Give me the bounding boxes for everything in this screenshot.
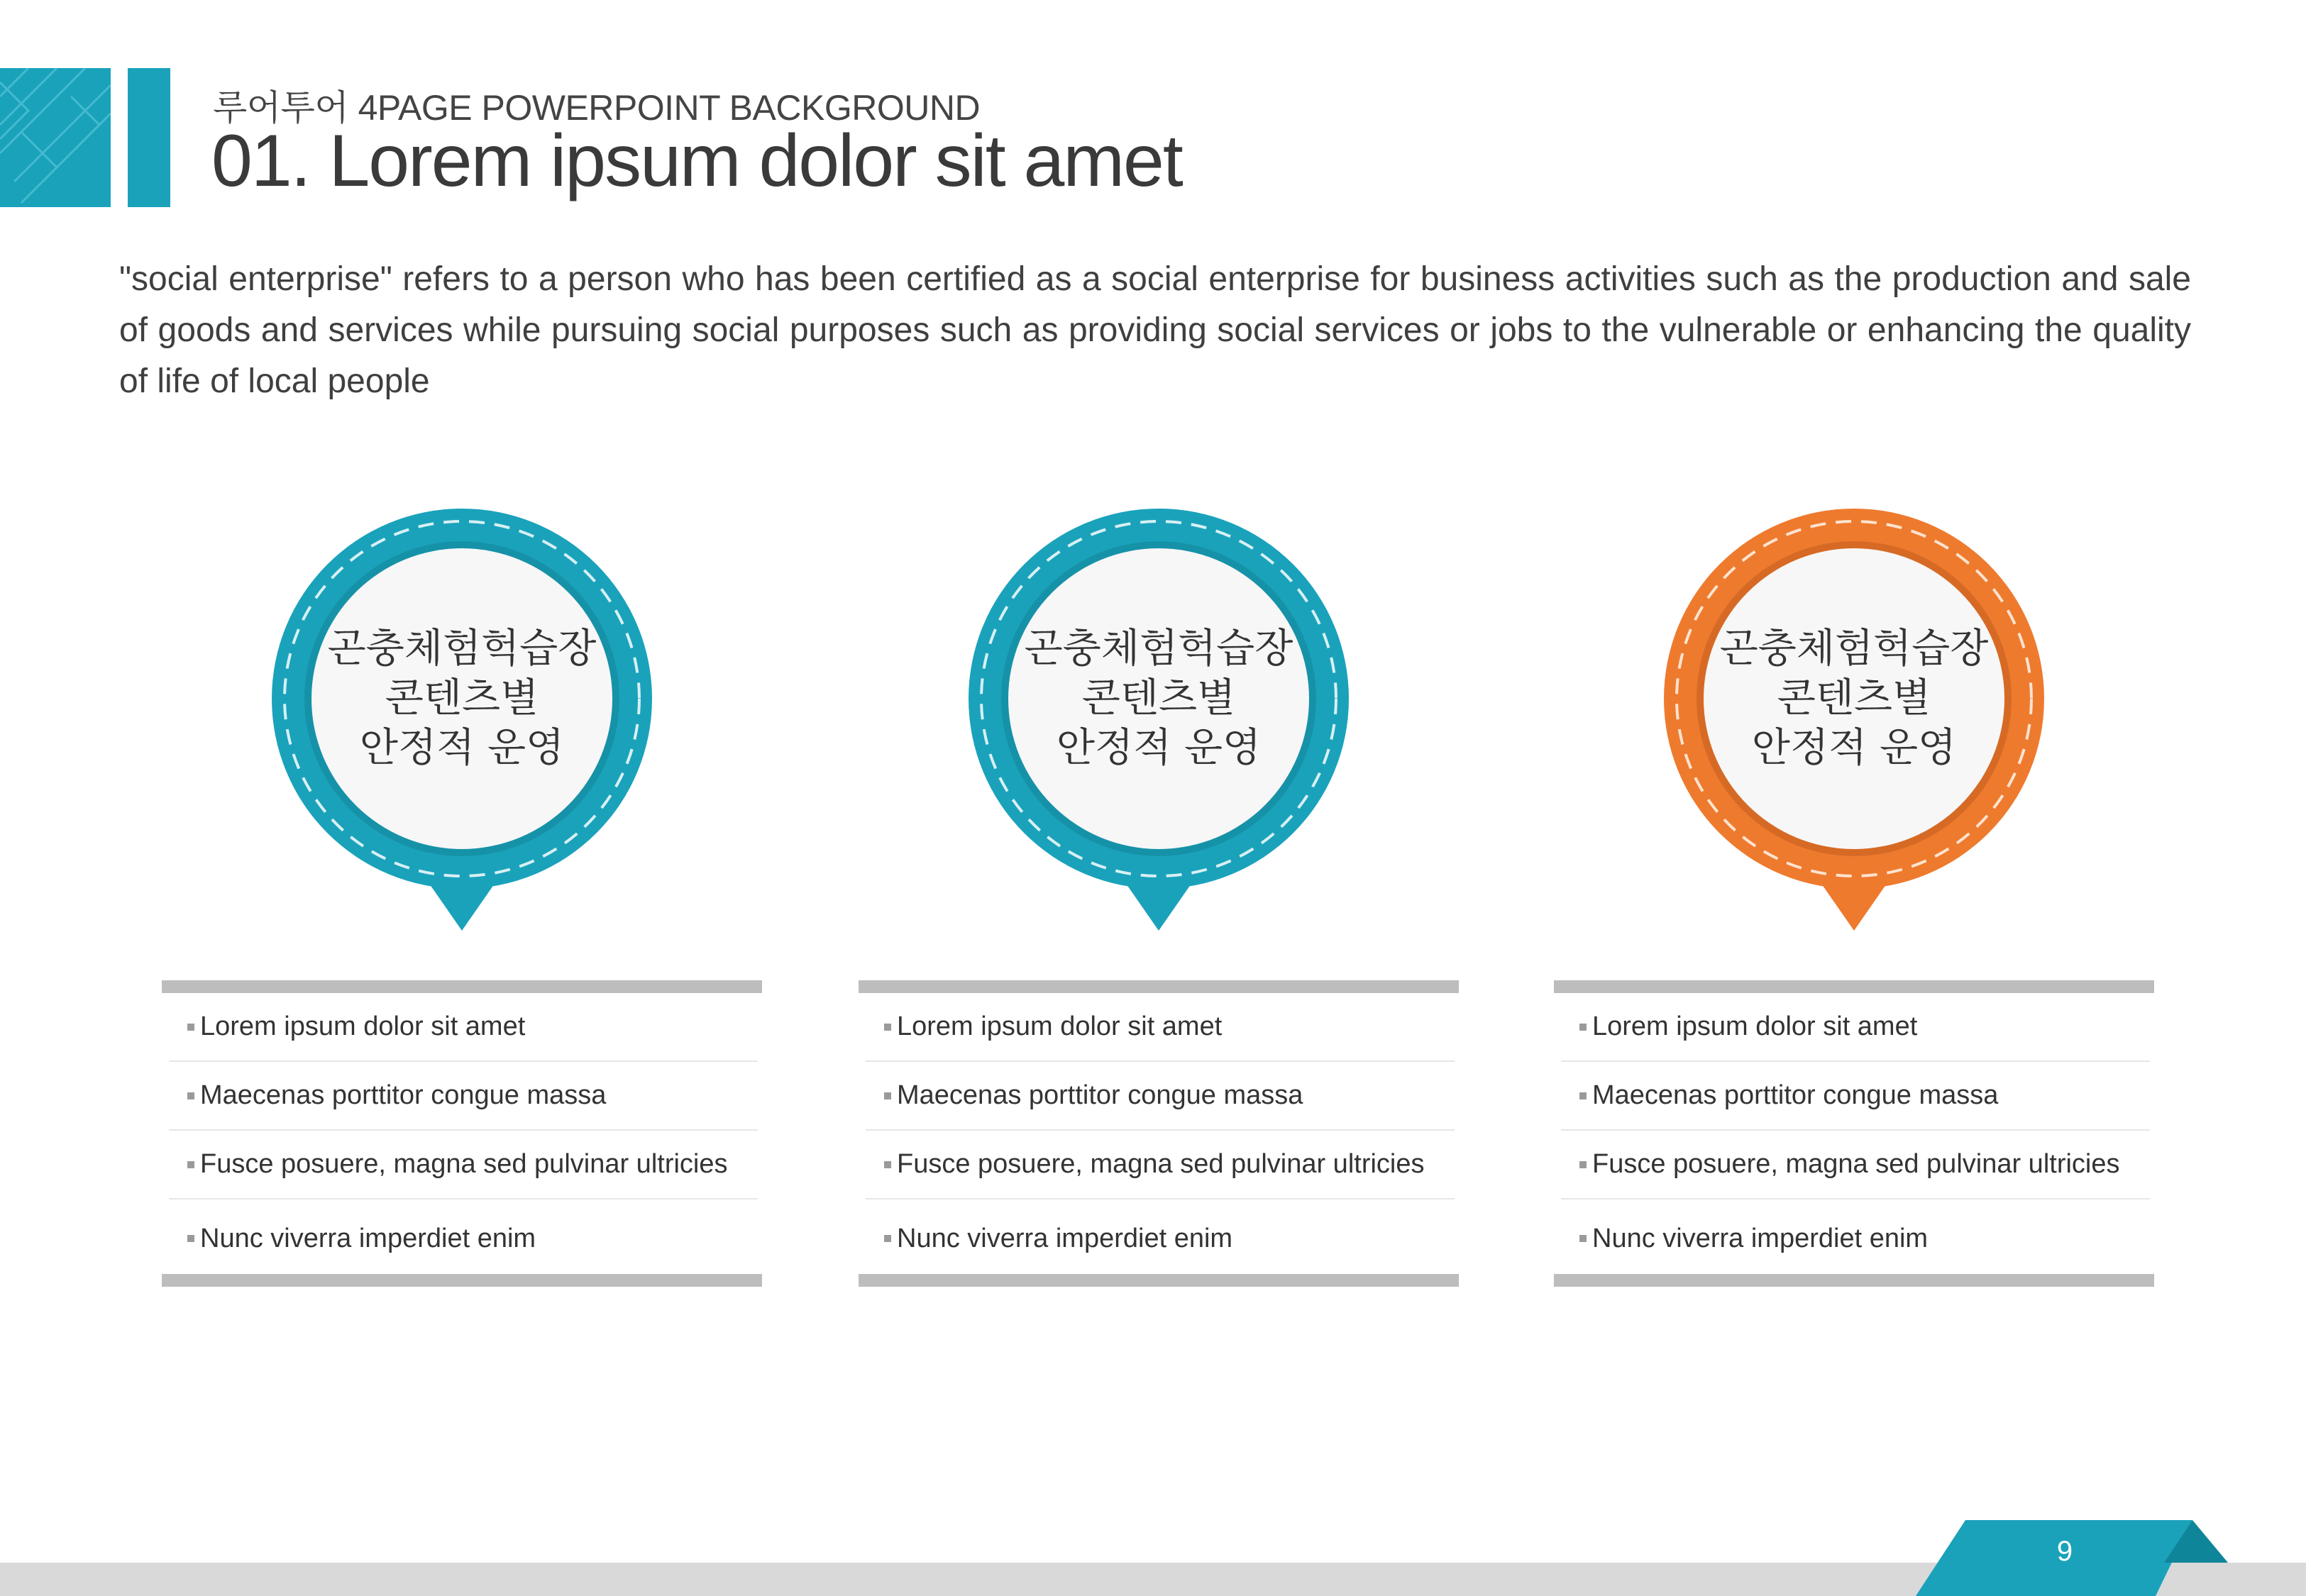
bullet-square-icon — [187, 1161, 194, 1168]
badge-line: 콘텐츠별 — [1777, 675, 1931, 721]
bullet-square-icon — [884, 1024, 891, 1031]
list-item: Nunc viverra imperdiet enim — [866, 1199, 1455, 1278]
list-bottom-rule — [1554, 1274, 2154, 1287]
list-bottom-rule — [859, 1274, 1459, 1287]
logo-bar — [128, 68, 170, 207]
bullet-list — [1561, 993, 2150, 1278]
card-1 — [162, 497, 762, 1291]
list-item: Fusce posuere, magna sed pulvinar ultricies — [1561, 1131, 2150, 1199]
list-item: Lorem ipsum dolor sit amet — [169, 993, 758, 1062]
list-item: Maecenas porttitor congue massa — [866, 1062, 1455, 1131]
badge-line: 곤충체험헉습장 — [1719, 626, 1989, 672]
list-item: Maecenas porttitor congue massa — [169, 1062, 758, 1131]
card-3 — [1554, 497, 2154, 1291]
bullet-square-icon — [1579, 1161, 1587, 1168]
bullet-square-icon — [187, 1092, 194, 1099]
bullet-list — [169, 993, 758, 1278]
list-top-rule — [859, 980, 1459, 993]
bullet-list — [866, 993, 1455, 1278]
list-item: Maecenas porttitor congue massa — [1561, 1062, 2150, 1131]
badge-line: 곤충체험헉습장 — [1024, 626, 1293, 672]
list-item: Nunc viverra imperdiet enim — [1561, 1199, 2150, 1278]
badge-line: 안정적 운영 — [1056, 725, 1262, 771]
bullet-square-icon — [1579, 1235, 1587, 1242]
list-bottom-rule — [162, 1274, 762, 1287]
badge-line: 콘텐츠별 — [1081, 675, 1236, 721]
bullet-square-icon — [884, 1161, 891, 1168]
list-top-rule — [1554, 980, 2154, 993]
badge-text — [285, 624, 639, 773]
bullet-square-icon — [187, 1024, 194, 1031]
badge-line: 안정적 운영 — [359, 725, 565, 771]
list-item: Fusce posuere, magna sed pulvinar ultricies — [866, 1131, 1455, 1199]
list-top-rule — [162, 980, 762, 993]
badge-line: 콘텐츠별 — [385, 675, 539, 721]
logo-pattern — [0, 68, 111, 207]
page-number: 9 — [2056, 1536, 2073, 1567]
list-item: Lorem ipsum dolor sit amet — [866, 993, 1455, 1062]
list-item: Lorem ipsum dolor sit amet — [1561, 993, 2150, 1062]
list-item: Nunc viverra imperdiet enim — [169, 1199, 758, 1278]
badge-line: 곤충체험헉습장 — [327, 626, 597, 672]
badge-text — [981, 624, 1336, 773]
bullet-square-icon — [187, 1235, 194, 1242]
card-2 — [859, 497, 1459, 1291]
bullet-square-icon — [1579, 1024, 1587, 1031]
page-subtitle: 루어투어 4PAGE POWERPOINT BACKGROUND — [213, 88, 981, 128]
bullet-square-icon — [884, 1235, 891, 1242]
list-item: Fusce posuere, magna sed pulvinar ultricies — [169, 1131, 758, 1199]
intro-paragraph: "social enterprise" refers to a person who has been certified as a social enterprise for business activities such as the production and sale of goods and services while pursuing social purposes such as providing social services or jobs to the vulnerable or enhancing the quality of life of local people — [119, 260, 2191, 400]
bullet-square-icon — [884, 1092, 891, 1099]
badge-line: 안정적 운영 — [1751, 725, 1957, 771]
bullet-square-icon — [1579, 1092, 1587, 1099]
page-title: 01. Lorem ipsum dolor sit amet — [211, 120, 1182, 202]
badge-text — [1677, 624, 2031, 773]
